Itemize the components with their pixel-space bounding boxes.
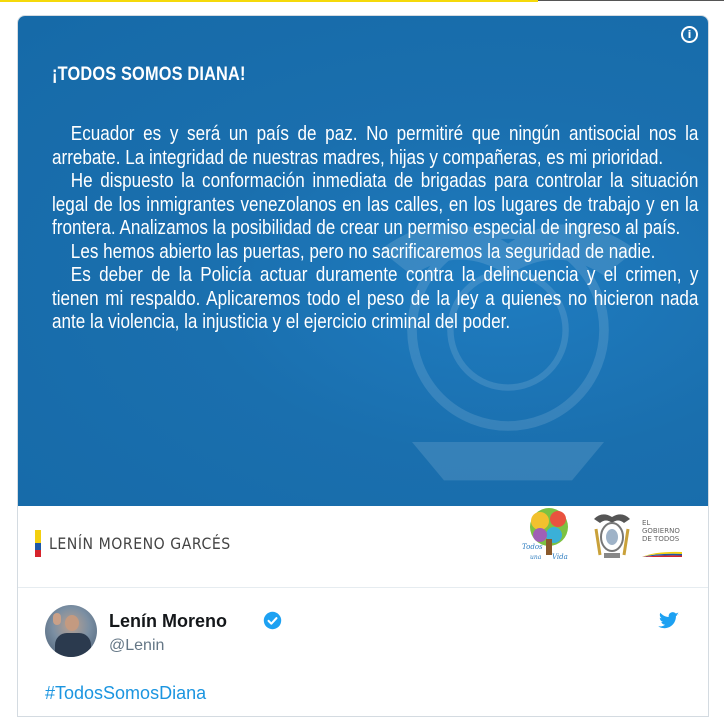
top-border	[0, 0, 724, 4]
statement-paragraph: Ecuador es y será un país de paz. No permitiré que ningún antisocial nos la arrebate. La integridad de nuestras madres, hijas y compañeras, es mi prioridad.	[52, 123, 699, 169]
twitter-bird-icon[interactable]	[658, 612, 680, 630]
author-name[interactable]: Lenín Moreno	[109, 611, 227, 631]
statement-paragraph: Es deber de la Policía actuar duramente contra la delincuencia y el crimen, y tienen mi respaldo. Aplicaremos todo el peso de la ley a quienes no hicieron nada ante la violencia, la injusticia y el ejercicio criminal del poder.	[52, 264, 699, 333]
author-handle[interactable]: @Lenin	[109, 637, 165, 654]
svg-text:una: una	[530, 554, 542, 561]
avatar[interactable]	[45, 605, 97, 657]
tweet-hashtag-link[interactable]: #TodosSomosDiana	[45, 683, 207, 703]
ecuador-flag-icon	[35, 530, 41, 557]
info-icon[interactable]: i	[681, 26, 698, 43]
signatory-name: LENÍN MORENO GARCÉS	[49, 534, 231, 553]
statement-paragraph: He dispuesto la conformación inmediata de brigadas para controlar la situación legal de los inmigrantes venezolanos en las calles, en los lugares de trabajo y en la frontera. Analizamos la posibilidad de crear un permiso especial de ingreso al país.	[52, 170, 699, 239]
gobierno-flag-stripe	[642, 551, 682, 557]
coat-of-arms-logo	[590, 509, 634, 561]
statement-paragraph: Les hemos abierto las puertas, pero no sacrificaremos la seguridad de nadie.	[70, 240, 656, 263]
government-logos	[518, 505, 688, 565]
todos-una-vida-logo	[518, 505, 580, 565]
statement-title: ¡TODOS SOMOS DIANA!	[52, 64, 246, 85]
svg-text:Todos: Todos	[522, 543, 543, 551]
top-divider-line	[538, 0, 724, 1]
statement-banner	[18, 16, 708, 506]
statement-body	[52, 123, 698, 335]
verified-badge-icon	[263, 611, 282, 630]
svg-text:Vida: Vida	[552, 553, 568, 561]
top-accent-line	[0, 0, 538, 2]
gobierno-de-todos-text: EL GOBIERNO DE TODOS	[642, 519, 680, 543]
